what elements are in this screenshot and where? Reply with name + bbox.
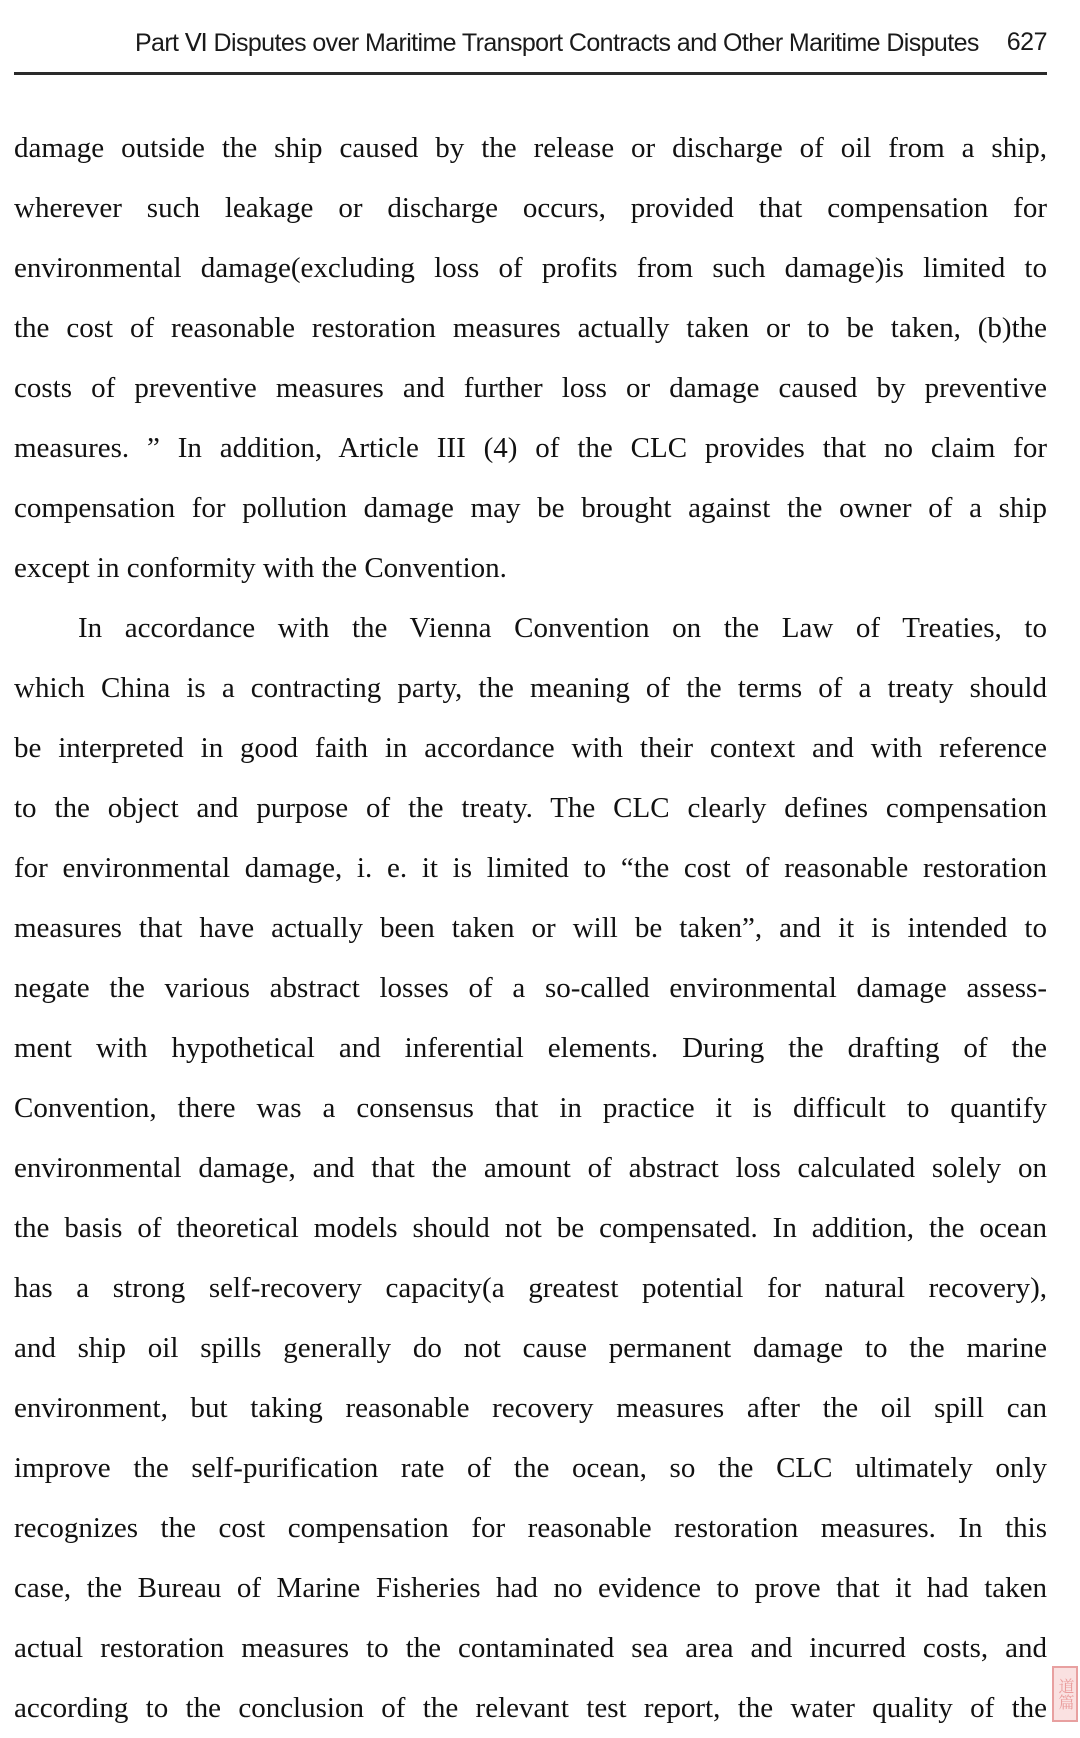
text-line: environment, but taking reasonable recovery measures after the oil spill can — [14, 1392, 1047, 1424]
text-line: ment with hypothetical and inferential elements. During the drafting of the — [14, 1032, 1047, 1064]
page-number: 627 — [1006, 28, 1047, 56]
text-line: measures. ” In addition, Article III (4) of the CLC provides that no claim for — [14, 432, 1047, 464]
text-line: and ship oil spills generally do not cause permanent damage to the marine — [14, 1332, 1047, 1364]
text-line: be interpreted in good faith in accordance with their context and with reference — [14, 732, 1047, 764]
text-line: to the object and purpose of the treaty. The CLC clearly defines compensation — [14, 792, 1047, 824]
text-line: the basis of theoretical models should not be compensated. In addition, the ocean — [14, 1212, 1047, 1244]
text-line: compensation for pollution damage may be brought against the owner of a ship — [14, 492, 1047, 524]
text-line: has a strong self-recovery capacity(a greatest potential for natural recovery), — [14, 1272, 1047, 1304]
text-line: according to the conclusion of the relevant test report, the water quality of the — [14, 1692, 1047, 1724]
text-line: damage outside the ship caused by the release or discharge of oil from a ship, — [14, 132, 1047, 164]
text-line: negate the various abstract losses of a so-called environmental damage assess- — [14, 972, 1047, 1004]
text-line: wherever such leakage or discharge occurs, provided that compensation for — [14, 192, 1047, 224]
header-rule — [14, 72, 1047, 75]
text-line: In accordance with the Vienna Convention on the Law of Treaties, to — [78, 612, 1047, 644]
paragraph-2 — [14, 598, 1047, 1738]
text-line: improve the self-purification rate of the ocean, so the CLC ultimately only — [14, 1452, 1047, 1484]
text-line: recognizes the cost compensation for reasonable restoration measures. In this — [14, 1512, 1047, 1544]
running-header — [14, 24, 1047, 64]
text-line: measures that have actually been taken or will be taken”, and it is intended to — [14, 912, 1047, 944]
running-title: Part Ⅵ Disputes over Maritime Transport Contracts and Other Maritime Disputes — [134, 29, 979, 57]
text-line: environmental damage(excluding loss of profits from such damage)is limited to — [14, 252, 1047, 284]
text-line: which China is a contracting party, the meaning of the terms of a treaty should — [14, 672, 1047, 704]
watermark-text: 道篇 — [1056, 1678, 1075, 1710]
text-line: actual restoration measures to the contaminated sea area and incurred costs, and — [14, 1632, 1047, 1664]
paragraph-1 — [14, 118, 1047, 598]
body-text — [14, 118, 1047, 1738]
text-line: costs of preventive measures and further loss or damage caused by preventive — [14, 372, 1047, 404]
text-line: the cost of reasonable restoration measures actually taken or to be taken, (b)the — [14, 312, 1047, 344]
text-line: except in conformity with the Convention. — [14, 552, 507, 584]
text-line: environmental damage, and that the amount of abstract loss calculated solely on — [14, 1152, 1047, 1184]
text-line: for environmental damage, i. e. it is limited to “the cost of reasonable restoration — [14, 852, 1047, 884]
watermark-stamp — [1052, 1666, 1078, 1722]
text-line: case, the Bureau of Marine Fisheries had no evidence to prove that it had taken — [14, 1572, 1047, 1604]
text-line: Convention, there was a consensus that in practice it is difficult to quantify — [14, 1092, 1047, 1124]
